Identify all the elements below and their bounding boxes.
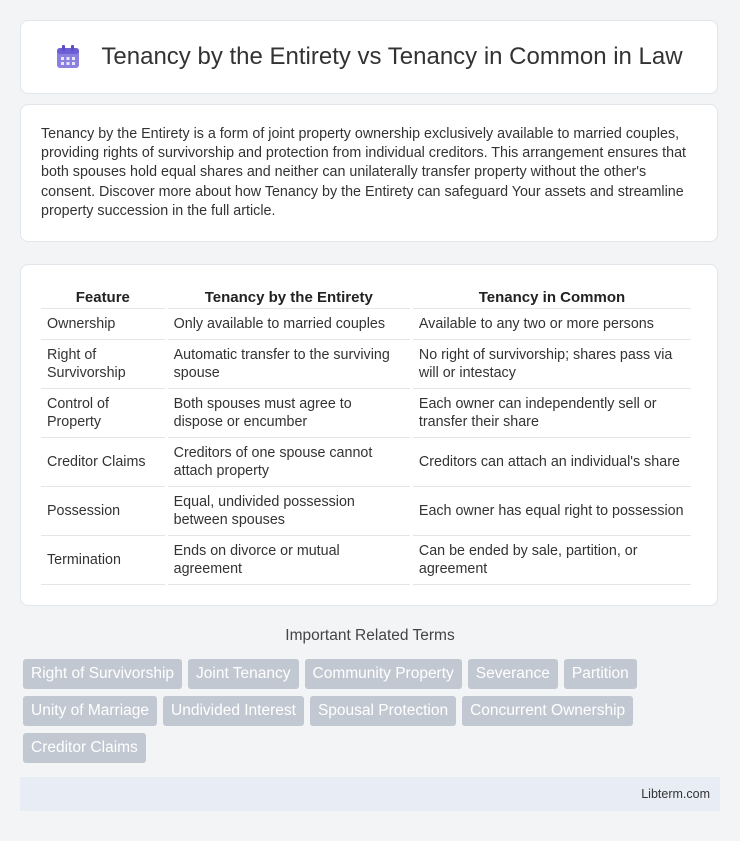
table-cell: Equal, undivided possession between spouses [168,487,410,536]
comparison-card [20,264,718,606]
column-header: Feature [41,285,165,309]
table-cell: Creditors of one spouse cannot attach property [168,438,410,487]
tag-concurrent-ownership[interactable]: Concurrent Ownership [462,696,633,726]
tag-joint-tenancy[interactable]: Joint Tenancy [188,659,299,689]
table-cell: Termination [41,536,165,585]
tag-spousal-protection[interactable]: Spousal Protection [310,696,456,726]
table-cell: Creditors can attach an individual's share [413,438,691,487]
tag-partition[interactable]: Partition [564,659,637,689]
footer-link[interactable]: Libterm.com [641,787,710,801]
table-cell: Possession [41,487,165,536]
table-cell: Automatic transfer to the surviving spouse [168,340,410,389]
column-header: Tenancy in Common [413,285,691,309]
comparison-table [38,285,694,585]
related-terms-list [23,659,723,770]
tag-community-property[interactable]: Community Property [305,659,462,689]
page-title: Tenancy by the Entirety vs Tenancy in Common in Law [101,43,683,70]
table-row [41,340,691,389]
table-cell: No right of survivorship; shares pass via will or intestacy [413,340,691,389]
table-row [41,389,691,438]
table-cell: Each owner has equal right to possession [413,487,691,536]
table-row [41,309,691,340]
table-cell: Right of Survivorship [41,340,165,389]
table-cell: Ends on divorce or mutual agreement [168,536,410,585]
table-cell: Control of Property [41,389,165,438]
calendar-icon [55,44,81,70]
tag-right-of-survivorship[interactable]: Right of Survivorship [23,659,182,689]
tag-creditor-claims[interactable]: Creditor Claims [23,733,146,763]
intro-text: Tenancy by the Entirety is a form of joint property ownership exclusively available to married couples, providing rights of survivorship and protection from individual creditors. This arrangement ensures that both spouses hold equal shares and neither can unilaterally transfer property without the other's consent. Discover more about how Tenancy by the Entirety can safeguard Your assets and streamline property succession in the full article. [41,126,687,219]
tag-unity-of-marriage[interactable]: Unity of Marriage [23,696,157,726]
table-cell: Each owner can independently sell or transfer their share [413,389,691,438]
intro-card [20,104,718,242]
table-row [41,438,691,487]
table-row [41,487,691,536]
page-header [20,20,718,94]
footer [20,777,720,811]
table-cell: Creditor Claims [41,438,165,487]
related-terms-title: Important Related Terms [285,627,455,644]
column-header: Tenancy by the Entirety [168,285,410,309]
tag-undivided-interest[interactable]: Undivided Interest [163,696,304,726]
table-cell: Available to any two or more persons [413,309,691,340]
table-header-row [41,285,691,309]
table-row [41,536,691,585]
table-cell: Can be ended by sale, partition, or agreement [413,536,691,585]
tag-severance[interactable]: Severance [468,659,558,689]
table-cell: Ownership [41,309,165,340]
table-cell: Both spouses must agree to dispose or encumber [168,389,410,438]
table-cell: Only available to married couples [168,309,410,340]
